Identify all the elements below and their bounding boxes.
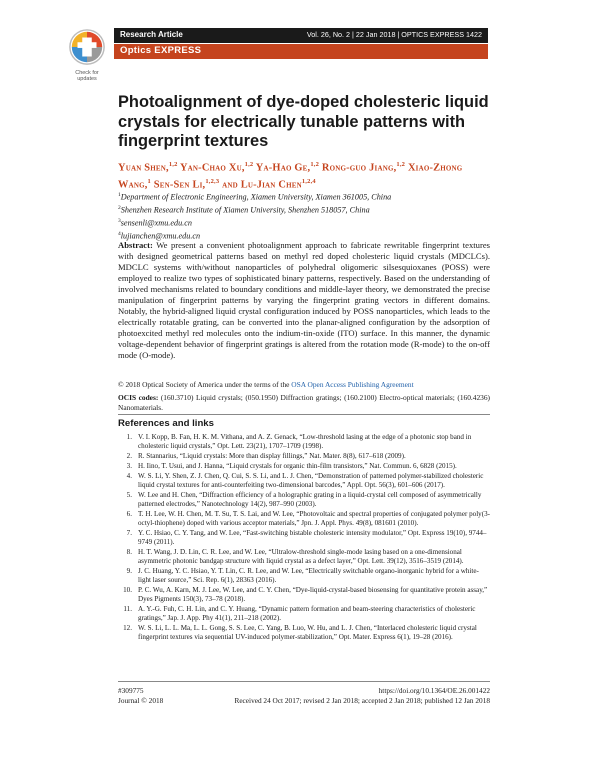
affiliation bbox=[118, 216, 490, 229]
reference-text: W. S. Li, Y. Shen, Z. J. Chen, Q. Cui, S. S. Li, and L. J. Chen, “Demonstration of patterned polymer-stabilized cholesteric liquid crystal textures for anti-counterfeiting two-dimensional barcodes,” Appl. Opt. 56(3), 601–606 (2017). bbox=[138, 471, 484, 489]
reference-item bbox=[118, 548, 490, 566]
reference-item bbox=[118, 529, 490, 547]
affiliation-text: Department of Electronic Engineering, Xiamen University, Xiamen 361005, China bbox=[120, 192, 392, 202]
affiliation-marker: 3 bbox=[118, 218, 121, 225]
reference-number: 5. bbox=[126, 490, 132, 499]
reference-number: 3. bbox=[126, 461, 132, 470]
reference-text: V. I. Kopp, B. Fan, H. K. M. Vithana, and A. Z. Genack, “Low-threshold lasing at the edge of a photonic stop band in cholesteric liquid crystals,” Opt. Lett. 23(21), 1707–1709 (1998). bbox=[138, 433, 472, 451]
reference-item bbox=[118, 510, 490, 528]
affiliation-text: sensenli@xmu.edu.cn bbox=[120, 219, 192, 229]
author-name: and Lu-Jian Chen bbox=[219, 179, 302, 191]
author-name: Sen-Sen Li, bbox=[151, 179, 206, 191]
author-affiliation-marker: 1,2 bbox=[244, 161, 254, 168]
reference-item bbox=[118, 472, 490, 490]
ocis-label: OCIS codes: bbox=[118, 393, 159, 402]
article-type: Research Article bbox=[120, 30, 183, 39]
ocis-text: (160.3710) Liquid crystals; (050.1950) Diffraction gratings; (160.2100) Electro-optical materials; (160.4236) Nanomaterials. bbox=[118, 393, 490, 412]
header-bar bbox=[114, 28, 488, 43]
author-list bbox=[118, 158, 490, 193]
journal-brand: Optics EXPRESS bbox=[120, 45, 202, 56]
author-affiliation-marker: 1,2,3 bbox=[205, 178, 220, 186]
journal-brand-bar bbox=[114, 44, 488, 59]
author-affiliation-marker: 1 bbox=[147, 178, 151, 186]
affiliation bbox=[118, 203, 490, 216]
open-access-link[interactable]: OSA Open Access Publishing Agreement bbox=[291, 380, 414, 389]
reference-number: 9. bbox=[126, 566, 132, 575]
reference-number: 10. bbox=[123, 585, 132, 594]
author-affiliation-marker: 1,2 bbox=[310, 161, 320, 168]
author-affiliation-marker: 1,2,4 bbox=[301, 178, 316, 186]
affiliation-text: Shenzhen Research Institute of Xiamen University, Shenzhen 518057, China bbox=[120, 205, 370, 215]
author-affiliation-marker: 1,2 bbox=[168, 161, 178, 168]
reference-item bbox=[118, 433, 490, 451]
reference-text: W. Lee and H. Chen, “Diffraction efficiency of a holographic grating in a liquid-crystal cell composed of asymmetrically patterned electrodes,” Nanotechnology 14(2), 987–990 (2003). bbox=[138, 490, 482, 508]
reference-item bbox=[118, 605, 490, 623]
reference-text: J. C. Huang, Y. C. Hsiao, Y. T. Lin, C. R. Lee, and W. Lee, “Electrically switchable organo-inorganic hybrid for a white-light laser source,” Sci. Rep. 6(1), 28363 (2016). bbox=[138, 566, 479, 584]
reference-item bbox=[118, 462, 490, 471]
copyright bbox=[118, 380, 498, 389]
reference-text: T. H. Lee, W. H. Chen, M. T. Su, T. S. Lai, and W. Lee, “Photovoltaic and spectral properties of conjugated polymer poly(3-octyl-thiophene) doped with various acceptor materials,” Jpn. J. Appl. Phys. 49(8), 081601 (2010). bbox=[138, 509, 490, 527]
crossmark-label[interactable]: Check for updates bbox=[75, 70, 99, 82]
reference-item bbox=[118, 624, 490, 642]
reference-item bbox=[118, 491, 490, 509]
author-name: Xiao-Zhong Wang, bbox=[118, 162, 463, 191]
reference-item bbox=[118, 567, 490, 585]
affiliation-text: lujianchen@xmu.edu.cn bbox=[120, 232, 201, 242]
author-affiliation-marker: 1,2 bbox=[396, 161, 406, 168]
copyright-text: © 2018 Optical Society of America under the terms of the bbox=[118, 380, 292, 389]
reference-number: 4. bbox=[126, 471, 132, 480]
affiliation-marker: 1 bbox=[118, 192, 121, 198]
affiliation-marker: 4 bbox=[118, 231, 121, 238]
ocis-codes bbox=[118, 393, 490, 412]
crossmark-icon[interactable] bbox=[68, 28, 106, 66]
reference-number: 12. bbox=[123, 623, 132, 632]
reference-number: 6. bbox=[126, 509, 132, 518]
affiliations bbox=[118, 190, 490, 243]
reference-number: 11. bbox=[123, 604, 132, 613]
author-name: Rong-guo Jiang, bbox=[319, 162, 397, 174]
author-name: Yan-Chao Xu, bbox=[177, 162, 245, 174]
reference-item bbox=[118, 586, 490, 604]
affiliation bbox=[118, 190, 490, 203]
reference-text: P. C. Wu, A. Karn, M. J. Lee, W. Lee, and C. Y. Chen, “Dye-liquid-crystal-based biosensing for quantitative protein assay,” Dyes Pigments 150(3), 73–78 (2018). bbox=[138, 585, 488, 603]
reference-text: Y. C. Hsiao, C. Y. Tang, and W. Lee, “Fast-switching bistable cholesteric intensity modulator,” Opt. Express 19(10), 9744–9749 (2011). bbox=[138, 528, 487, 546]
journal-copyright: Journal © 2018 bbox=[118, 696, 164, 705]
reference-text: H. Iino, T. Usui, and J. Hanna, “Liquid crystals for organic thin-film transistors,” Nat. Commun. 6, 6828 (2015). bbox=[138, 461, 457, 470]
reference-text: W. S. Li, L. L. Ma, L. L. Gong, S. S. Lee, C. Yang, B. Luo, W. Hu, and L. J. Chen, “Interlaced cholesteric liquid crystal fingerprint textures via sequential UV-induced polymer-stabilization,” Opt. Mater. Express 6(1), 19–28 (2016). bbox=[138, 623, 477, 641]
reference-text: A. Y.-G. Fuh, C. H. Lin, and C. Y. Huang, “Dynamic pattern formation and beam-steering characteristics of cholesteric gratings,” Jap. J. App. Phy 41(1), 211–218 (2002). bbox=[138, 604, 476, 622]
paper-title: Photoalignment of dye-doped cholesteric liquid crystals for electrically tunable patterns with fingerprint textures bbox=[118, 93, 489, 150]
article-id: #309775 bbox=[118, 686, 144, 695]
reference-number: 8. bbox=[126, 547, 132, 556]
author-name: Ya-Hao Ge, bbox=[253, 162, 311, 174]
reference-item bbox=[118, 452, 490, 461]
divider bbox=[118, 414, 490, 415]
reference-text: H. T. Wang, J. D. Lin, C. R. Lee, and W. Lee, “Ultralow-threshold single-mode lasing based on a one-dimensional asymmetric photonic bandgap structure with liquid crystal as a defect layer,” Opt. Lett. 39(12), 3516–3519 (2014). bbox=[138, 547, 464, 565]
references-heading: References and links bbox=[118, 418, 214, 429]
publication-dates: Received 24 Oct 2017; revised 2 Jan 2018; accepted 2 Jan 2018; published 12 Jan 2018 bbox=[234, 696, 490, 705]
abstract-text: We present a convenient photoalignment approach to fabricate rewritable fingerprint textures with designed geometrical patterns based on methyl red doped cholesteric liquid crystals (MDCLCs). MDCLC systems with/without nanoparticles of polyhedral oligomeric silsesquioxanes (POSS) were employed to realize two types of sophisticated binary patterns, respectively. Based on the understanding of involved mechanisms related to boundary conditions and middle-layer theory, we demonstrated the precise manipulation of fingerprint patterns by varying the fingerprint grating vectors in different domains. Notably, the hybrid-aligned liquid crystal configuration induced by POSS nanoparticles, which leads to the electrically rotatable grating, can be converted into the planar-aligned configuration by the adsorption of photoexcited methyl red molecules onto the indium-tin-oxide (ITO) surface. In this manner, the dynamic voltage-dependent behavior of fingerprint gratings is altered from the rotation mode (R-mode) to the on-off mode (O-mode). bbox=[118, 240, 490, 360]
author-name: Yuan Shen, bbox=[118, 162, 169, 174]
abstract-label: Abstract: bbox=[118, 240, 153, 250]
reference-number: 7. bbox=[126, 528, 132, 537]
doi-link[interactable]: https://doi.org/10.1364/OE.26.001422 bbox=[378, 686, 490, 695]
affiliation-marker: 2 bbox=[118, 205, 121, 212]
footer-divider bbox=[118, 681, 490, 682]
reference-number: 2. bbox=[126, 451, 132, 460]
reference-number: 1. bbox=[126, 433, 132, 441]
volume-line: Vol. 26, No. 2 | 22 Jan 2018 | OPTICS EXPRESS 1422 bbox=[306, 30, 482, 39]
abstract bbox=[118, 240, 490, 360]
reference-text: R. Stannarius, “Liquid crystals: More than display fillings,” Nat. Mater. 8(8), 617–618 (2009). bbox=[138, 451, 406, 460]
reference-list bbox=[118, 433, 490, 643]
